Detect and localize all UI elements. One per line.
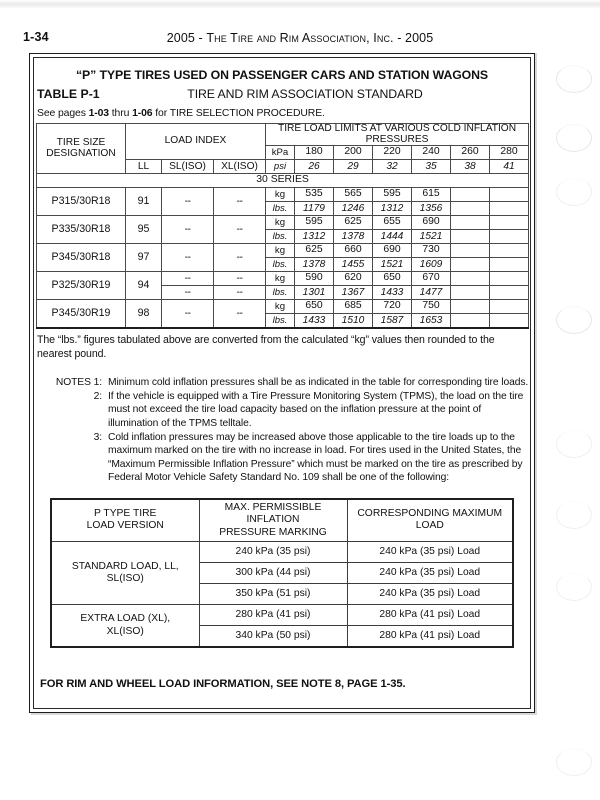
running-head — [0, 30, 600, 50]
cell-load-lbs-260 — [451, 286, 490, 300]
cell-pressure-marking: 340 kPa (50 psi) — [199, 626, 347, 648]
cell-load-lbs-220: 1312 — [373, 202, 412, 216]
cell-load-kg-220: 690 — [373, 244, 412, 258]
cell-tire-size: P335/30R18 — [37, 216, 126, 244]
binder-ring-mark-4 — [556, 306, 592, 334]
lower-table-header-row — [51, 499, 513, 542]
binder-ring-mark-1 — [556, 65, 592, 93]
cell-load-lbs-200: 1510 — [334, 314, 373, 329]
header-tire-size: TIRE SIZE DESIGNATION — [37, 124, 126, 174]
cell-load-kg-200: 625 — [334, 216, 373, 230]
bottom-reference-line: FOR RIM AND WHEEL LOAD INFORMATION, SEE NOTE 8, PAGE 1-35. — [40, 678, 406, 691]
cell-load-lbs-240: 1609 — [412, 258, 451, 272]
cell-load-kg-200: 620 — [334, 272, 373, 286]
header-pressure-kpa-200: 200 — [334, 146, 373, 160]
cell-load-index-sl: -- — [162, 188, 214, 216]
cell-load-lbs-280 — [490, 202, 529, 216]
cell-load-kg-260 — [451, 272, 490, 286]
cell-load-lbs-280 — [490, 286, 529, 300]
cell-pressure-marking: 300 kPa (44 psi) — [199, 563, 347, 584]
header-pressure-kpa-220: 220 — [373, 146, 412, 160]
cell-pressure-marking: 350 kPa (51 psi) — [199, 584, 347, 605]
header-corresponding-max-load: CORRESPONDING MAXIMUM LOAD — [347, 499, 513, 542]
table-footnote: The “lbs.” figures tabulated above are converted from the calculated “kg” values then rounded to the nearest pound. — [37, 334, 495, 360]
cell-load-kg-220: 650 — [373, 272, 412, 286]
header-pressure-kpa-240: 240 — [412, 146, 451, 160]
cell-load-lbs-240: 1356 — [412, 202, 451, 216]
cell-load-index-sl: -- — [162, 272, 214, 286]
cell-load-lbs-240: 1521 — [412, 230, 451, 244]
see-pages-text-2: thru — [108, 108, 133, 119]
header-pressure-psi-26: 26 — [295, 160, 334, 174]
standard-name: TIRE AND RIM ASSOCIATION STANDARD — [187, 87, 423, 101]
see-pages-text-3: for TIRE SELECTION PROCEDURE. — [152, 108, 325, 119]
lower-table-row — [51, 542, 513, 563]
cell-unit-kg: kg — [266, 244, 295, 258]
cell-load-kg-280 — [490, 188, 529, 202]
note-text: If the vehicle is equipped with a Tire Pressure Monitoring System (TPMS), the load on the tire must not exceed the tire load capacity based on the inflation pressure at the point of illumination of the TPMS telltale. — [108, 390, 524, 429]
cell-tire-size: P345/30R18 — [37, 244, 126, 272]
cell-unit-kg: kg — [266, 188, 295, 202]
header-pressure-kpa-280: 280 — [490, 146, 529, 160]
series-label: 30 SERIES — [37, 174, 529, 188]
cell-unit-kg: kg — [266, 272, 295, 286]
see-pages-ref-2: 1-06 — [132, 108, 153, 119]
table-row — [37, 244, 529, 258]
cell-load-lbs-200: 1455 — [334, 258, 373, 272]
series-row — [37, 174, 529, 188]
cell-load-lbs-260 — [451, 230, 490, 244]
binder-ring-mark-6 — [556, 501, 592, 529]
cell-load-lbs-240: 1653 — [412, 314, 451, 329]
cell-load-kg-200: 685 — [334, 300, 373, 314]
tire-load-table — [36, 123, 529, 329]
cell-load-kg-220: 595 — [373, 188, 412, 202]
cell-load-lbs-260 — [451, 314, 490, 329]
running-title-text: The Tire and Rim Association, Inc. — [206, 31, 394, 45]
header-max-pressure-marking: MAX. PERMISSIBLE INFLATION PRESSURE MARKING — [199, 499, 347, 542]
header-ll: LL — [126, 160, 162, 174]
table-row — [37, 216, 529, 230]
header-sl-iso: SL(ISO) — [162, 160, 214, 174]
cell-load-index-sl-lbs: -- — [162, 286, 214, 300]
see-pages-text-1: See pages — [37, 108, 89, 119]
cell-load-version: STANDARD LOAD, LL, SL(ISO) — [51, 542, 199, 605]
note-label: NOTES 1: — [55, 376, 102, 388]
cell-load-lbs-200: 1367 — [334, 286, 373, 300]
cell-load-kg-260 — [451, 244, 490, 258]
cell-load-index-xl: -- — [214, 216, 266, 244]
cell-load-kg-180: 595 — [295, 216, 334, 230]
note-text: Cold inflation pressures may be increased above those applicable to the tire loads up to the maximum marked on the tire with no increase in load. For tires used in the United States, the “Maximum Permissible Inflation Pressure” which must be marked on the tire as prescribed by Federal Motor Vehicle Safety Standard No. 109 shall be one of the following: — [108, 432, 523, 484]
cell-load-index-ll: 95 — [126, 216, 162, 244]
header-pressure-psi-32: 32 — [373, 160, 412, 174]
cell-unit-lbs: lbs. — [266, 314, 295, 329]
cell-load-kg-240: 750 — [412, 300, 451, 314]
table-number: TABLE P-1 — [37, 87, 100, 101]
header-pressure-psi-29: 29 — [334, 160, 373, 174]
table-row — [37, 300, 529, 314]
cell-load-index-ll: 97 — [126, 244, 162, 272]
table-row — [37, 272, 529, 286]
cell-load-kg-280 — [490, 300, 529, 314]
header-load-limits: TIRE LOAD LIMITS AT VARIOUS COLD INFLATION PRESSURES — [266, 124, 529, 146]
cell-load-kg-180: 590 — [295, 272, 334, 286]
cell-load-lbs-260 — [451, 258, 490, 272]
cell-load-lbs-200: 1246 — [334, 202, 373, 216]
cell-unit-lbs: lbs. — [266, 230, 295, 244]
lower-table-row — [51, 605, 513, 626]
cell-load-kg-180: 650 — [295, 300, 334, 314]
cell-load-lbs-220: 1521 — [373, 258, 412, 272]
binder-ring-mark-3 — [556, 178, 592, 206]
running-title-prefix: 2005 - — [166, 31, 207, 45]
running-title-suffix: - 2005 — [393, 31, 434, 45]
cell-max-load: 240 kPa (35 psi) Load — [347, 542, 513, 563]
header-pressure-kpa-260: 260 — [451, 146, 490, 160]
see-pages-ref-1: 1-03 — [88, 108, 109, 119]
header-pressure-psi-35: 35 — [412, 160, 451, 174]
cell-load-lbs-180: 1301 — [295, 286, 334, 300]
page-content — [34, 58, 530, 690]
cell-load-lbs-180: 1378 — [295, 258, 334, 272]
cell-load-index-ll: 94 — [126, 272, 162, 300]
cell-load-index-sl: -- — [162, 244, 214, 272]
cell-load-kg-280 — [490, 216, 529, 230]
header-pressure-kpa-180: 180 — [295, 146, 334, 160]
cell-load-kg-200: 565 — [334, 188, 373, 202]
note-text: Minimum cold inflation pressures shall be as indicated in the table for corresponding tire loads. — [108, 376, 529, 388]
binder-ring-mark-5 — [556, 430, 592, 458]
binder-ring-mark-8 — [556, 748, 592, 776]
note-label: 3: — [93, 432, 102, 443]
cell-unit-kg: kg — [266, 216, 295, 230]
table-header-row-1 — [37, 124, 529, 146]
cell-unit-kg: kg — [266, 300, 295, 314]
cell-tire-size: P315/30R18 — [37, 188, 126, 216]
note-item — [50, 431, 530, 485]
cell-load-lbs-240: 1477 — [412, 286, 451, 300]
header-kpa-unit: kPa — [266, 146, 295, 160]
cell-load-lbs-180: 1312 — [295, 230, 334, 244]
cell-load-kg-240: 690 — [412, 216, 451, 230]
cell-pressure-marking: 240 kPa (35 psi) — [199, 542, 347, 563]
cell-load-kg-180: 625 — [295, 244, 334, 258]
cell-load-index-sl: -- — [162, 216, 214, 244]
table-subheading — [34, 87, 530, 105]
header-xl-iso: XL(ISO) — [214, 160, 266, 174]
header-load-version: P TYPE TIRE LOAD VERSION — [51, 499, 199, 542]
cell-load-index-xl: -- — [214, 244, 266, 272]
binder-ring-mark-2 — [556, 124, 592, 152]
cell-max-load: 240 kPa (35 psi) Load — [347, 563, 513, 584]
cell-load-kg-280 — [490, 244, 529, 258]
cell-load-kg-260 — [451, 216, 490, 230]
cell-load-index-xl: -- — [214, 300, 266, 329]
page-title: “P” TYPE TIRES USED ON PASSENGER CARS AND STATION WAGONS — [75, 68, 489, 82]
cell-load-lbs-280 — [490, 314, 529, 329]
cell-load-lbs-260 — [451, 202, 490, 216]
see-pages-note — [37, 108, 530, 119]
note-item — [50, 376, 530, 389]
cell-load-kg-260 — [451, 188, 490, 202]
cell-load-kg-260 — [451, 300, 490, 314]
cell-load-lbs-180: 1433 — [295, 314, 334, 329]
cell-load-kg-280 — [490, 272, 529, 286]
cell-max-load: 240 kPa (35 psi) Load — [347, 584, 513, 605]
cell-load-index-xl: -- — [214, 272, 266, 286]
header-pressure-psi-41: 41 — [490, 160, 529, 174]
cell-load-lbs-280 — [490, 230, 529, 244]
inflation-marking-table — [50, 498, 514, 649]
scan-top-shadow — [0, 0, 600, 9]
running-title — [0, 31, 600, 45]
cell-load-index-sl: -- — [162, 300, 214, 329]
header-pressure-psi-38: 38 — [451, 160, 490, 174]
cell-unit-lbs: lbs. — [266, 286, 295, 300]
cell-load-index-xl: -- — [214, 188, 266, 216]
cell-load-lbs-200: 1378 — [334, 230, 373, 244]
cell-load-kg-240: 670 — [412, 272, 451, 286]
notes-block — [50, 376, 530, 485]
cell-load-version: EXTRA LOAD (XL), XL(ISO) — [51, 605, 199, 648]
cell-load-kg-240: 615 — [412, 188, 451, 202]
cell-max-load: 280 kPa (41 psi) Load — [347, 626, 513, 648]
cell-tire-size: P325/30R19 — [37, 272, 126, 300]
page-folio: 1-34 — [23, 30, 49, 44]
cell-load-kg-220: 655 — [373, 216, 412, 230]
cell-load-lbs-220: 1433 — [373, 286, 412, 300]
cell-load-index-ll: 98 — [126, 300, 162, 329]
cell-load-lbs-180: 1179 — [295, 202, 334, 216]
cell-load-index-xl-lbs: -- — [214, 286, 266, 300]
table-row — [37, 188, 529, 202]
cell-load-lbs-220: 1444 — [373, 230, 412, 244]
cell-load-lbs-220: 1587 — [373, 314, 412, 329]
cell-pressure-marking: 280 kPa (41 psi) — [199, 605, 347, 626]
binder-ring-mark-7 — [556, 573, 592, 601]
cell-max-load: 280 kPa (41 psi) Load — [347, 605, 513, 626]
cell-unit-lbs: lbs. — [266, 202, 295, 216]
cell-load-kg-220: 720 — [373, 300, 412, 314]
header-load-index: LOAD INDEX — [126, 124, 266, 160]
cell-load-index-ll: 91 — [126, 188, 162, 216]
cell-load-kg-240: 730 — [412, 244, 451, 258]
cell-load-lbs-280 — [490, 258, 529, 272]
cell-unit-lbs: lbs. — [266, 258, 295, 272]
cell-load-kg-180: 535 — [295, 188, 334, 202]
cell-load-kg-200: 660 — [334, 244, 373, 258]
header-psi-unit: psi — [266, 160, 295, 174]
note-label: 2: — [93, 390, 102, 402]
cell-tire-size: P345/30R19 — [37, 300, 126, 329]
note-item — [50, 390, 530, 430]
inflation-marking-table-wrap — [34, 498, 530, 649]
